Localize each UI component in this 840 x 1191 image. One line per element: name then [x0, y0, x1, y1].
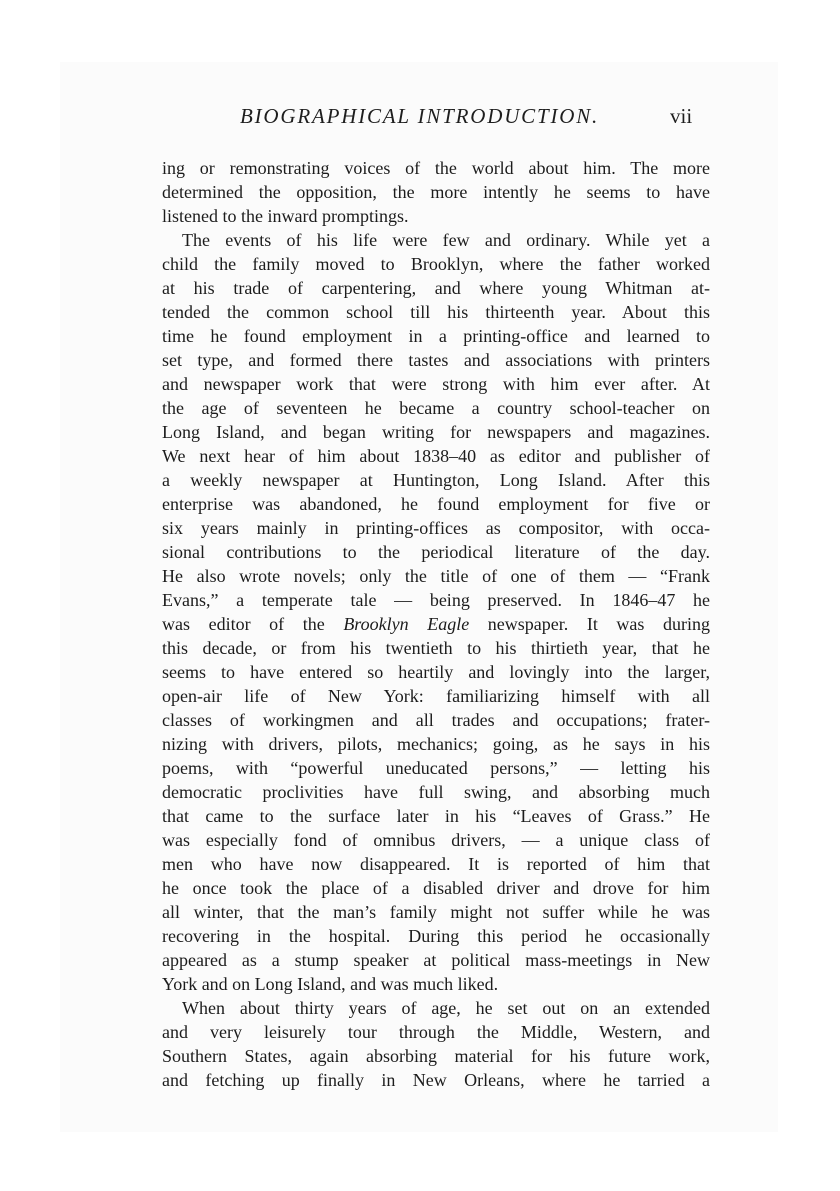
body-text — [162, 156, 710, 1092]
running-head-title: BIOGRAPHICAL INTRODUCTION. — [240, 104, 600, 128]
text-line — [162, 612, 710, 636]
text-line: He also wrote novels; only the title of one of them — “Frank — [162, 566, 710, 586]
text-line: all winter, that the man’s family might not suffer while he was — [162, 902, 710, 922]
text-line: The events of his life were few and ordinary. While yet a — [182, 230, 710, 250]
text-line: time he found employment in a printing-office and learned to — [162, 326, 710, 346]
running-head — [0, 104, 840, 134]
text-line: ing or remonstrating voices of the world about him. The more — [162, 158, 710, 178]
text-line: child the family moved to Brooklyn, where the father worked — [162, 254, 710, 274]
text-line: We next hear of him about 1838–40 as editor and publisher of — [162, 446, 710, 466]
text-line: and fetching up finally in New Orleans, where he tarried a — [162, 1070, 710, 1090]
newspaper-title: Brooklyn Eagle — [343, 614, 470, 634]
text-line: men who have now disappeared. It is reported of him that — [162, 854, 710, 874]
text-line: was especially fond of omnibus drivers, — a unique class of — [162, 830, 710, 850]
text-line: poems, with “powerful uneducated persons,” — letting his — [162, 758, 710, 778]
text-line: set type, and formed there tastes and associations with printers — [162, 350, 710, 370]
text-line: When about thirty years of age, he set out on an extended — [182, 998, 710, 1018]
text-line: and very leisurely tour through the Middle, Western, and — [162, 1022, 710, 1042]
text-line: sional contributions to the periodical literature of the day. — [162, 542, 710, 562]
text-line: Southern States, again absorbing material for his future work, — [162, 1046, 710, 1066]
text-line: tended the common school till his thirteenth year. About this — [162, 302, 710, 322]
text-line: open-air life of New York: familiarizing himself with all — [162, 686, 710, 706]
text-line: he once took the place of a disabled driver and drove for him — [162, 878, 710, 898]
text-segment: newspaper. It was during — [469, 614, 710, 634]
text-line: democratic proclivities have full swing, and absorbing much — [162, 782, 710, 802]
text-line: enterprise was abandoned, he found employment for five or — [162, 494, 710, 514]
text-line: a weekly newspaper at Huntington, Long Island. After this — [162, 470, 710, 490]
text-line: this decade, or from his twentieth to his thirtieth year, that he — [162, 638, 710, 658]
text-line: seems to have entered so heartily and lovingly into the larger, — [162, 662, 710, 682]
page-number: vii — [670, 104, 693, 128]
text-line: classes of workingmen and all trades and occupations; frater- — [162, 710, 710, 730]
text-line: at his trade of carpentering, and where young Whitman at- — [162, 278, 710, 298]
text-line: appeared as a stump speaker at political mass-meetings in New — [162, 950, 710, 970]
text-line: that came to the surface later in his “Leaves of Grass.” He — [162, 806, 710, 826]
text-line: recovering in the hospital. During this period he occasionally — [162, 926, 710, 946]
text-line: Long Island, and began writing for newspapers and magazines. — [162, 422, 710, 442]
text-line: listened to the inward promptings. — [162, 206, 409, 226]
text-line: nizing with drivers, pilots, mechanics; going, as he says in his — [162, 734, 710, 754]
text-line: six years mainly in printing-offices as compositor, with occa- — [162, 518, 710, 538]
text-line: and newspaper work that were strong with him ever after. At — [162, 374, 710, 394]
text-line: York and on Long Island, and was much liked. — [162, 974, 499, 994]
text-line: determined the opposition, the more intently he seems to have — [162, 182, 710, 202]
text-line: Evans,” a temperate tale — being preserved. In 1846–47 he — [162, 590, 710, 610]
text-segment: was editor of the — [162, 614, 344, 634]
text-line: the age of seventeen he became a country school-teacher on — [162, 398, 710, 418]
